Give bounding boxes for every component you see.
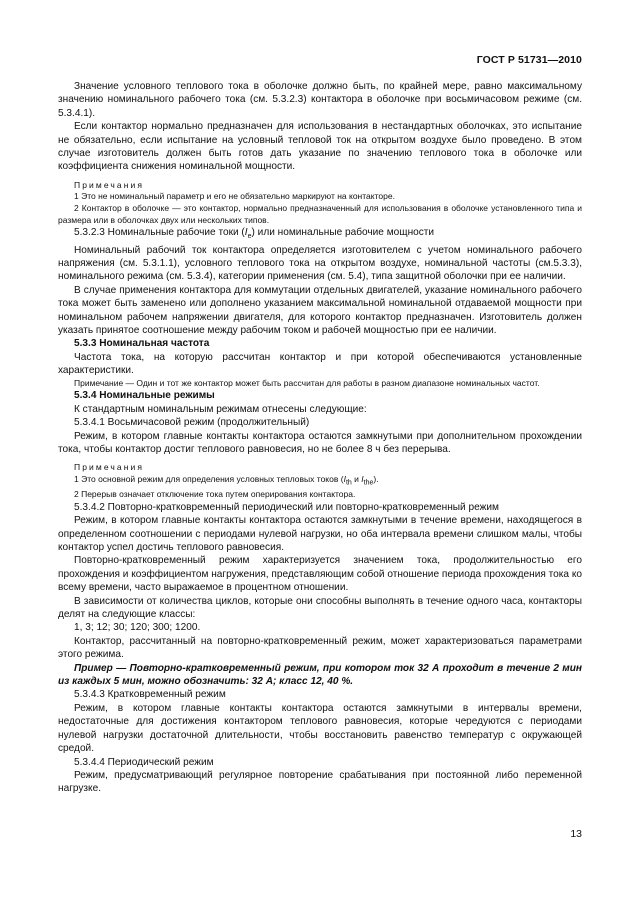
paragraph: Повторно-кратковременный режим характеризуется значением тока, продолжительностью его прохождения и коэффициентом нагружения, представляющим собой отношение периода прохождения тока ко всему времени, часто выражаемое в процентном отношении.	[58, 555, 582, 594]
paragraph: Режим, предусматривающий регулярное повторение срабатывания при постоянной либо переменной нагрузке.	[58, 769, 582, 795]
notes-title: Примечания	[74, 179, 145, 190]
paragraph: В зависимости от количества циклов, которые они способны выполнять в течение одного часа, контакторы делят на следующие классы:	[58, 595, 582, 621]
subscript: e	[247, 233, 252, 241]
subscript: th	[345, 479, 352, 487]
example-text: Пример — Повторно-кратковременный режим, при котором ток 32 А проходит в течение 2 мин из каждых 5 мин, можно обозначить: 32 А; класс 12, 40 %.	[58, 662, 582, 688]
paragraph: Номинальный рабочий ток контактора определяется изготовителем с учетом номинального рабочего напряжения (см. 5.3.1.1), условного теплового тока на открытом воздухе, номинальной частоты (см.5.3.3), номинального режима (см. 5.3.4), категории применения (см. 5.4), типа защитной оболочки при ее наличии.	[58, 244, 582, 283]
note-text: и	[351, 473, 362, 484]
paragraph: Частота тока, на которую рассчитан контактор и при которой обеспечиваются установленные характеристики.	[58, 351, 582, 377]
section-heading-5-3-4: 5.3.4 Номинальные режимы	[74, 390, 215, 402]
heading-text: 5.3.2.3 Номинальные рабочие токи (	[74, 227, 245, 239]
subsection-heading-5-3-4-1: 5.3.4.1 Восьмичасовой режим (продолжительный)	[74, 417, 310, 429]
subsection-heading-5-3-4-2: 5.3.4.2 Повторно-кратковременный периодический или повторно-кратковременный режим	[74, 501, 499, 513]
note-item: Примечание — Один и тот же контактор может быть рассчитан для работы в разном диапазоне номинальных частот.	[74, 377, 540, 388]
standard-header: ГОСТ Р 51731—2010	[476, 54, 582, 66]
note-item: 2 Перерыв означает отключение тока путем оперирования контактора.	[74, 489, 356, 500]
note-text: ).	[373, 473, 379, 484]
note-text: 1 Это основной режим для определения условных тепловых токов (	[74, 473, 344, 484]
symbol: I	[361, 473, 364, 484]
note-item: 2 Контактор в оболочке — это контактор, нормально предназначенный для использования в оболочке установленного типа и размера или в оболочках двух или нескольких типов.	[58, 203, 582, 225]
paragraph: Значение условного теплового тока в оболочке должно быть, по крайней мере, равно максимальному значению номинального рабочего тока (см. 5.3.2.3) контактора в оболочке при восьмичасовом режиме (см. 5.3.4.1).	[58, 81, 582, 119]
notes-title: Примечания	[74, 462, 145, 473]
section-heading-5-3-2-3	[58, 226, 582, 243]
paragraph: Режим, в котором главные контакты контактора остаются замкнутыми в интервалы времени, недостаточные для достижения контактором теплового равновесия, которые чередуются с периодами нулевой нагрузки достаточной длительности, чтобы восстановить равенство температур с окружающей средой.	[58, 702, 582, 755]
subscript: the	[363, 479, 374, 487]
subsection-heading-5-3-4-4: 5.3.4.4 Периодический режим	[74, 756, 214, 768]
paragraph: Если контактор нормально предназначен для использования в нестандартных оболочках, это испытание не обязательно, если испытание на условный тепловой ток на открытом воздухе было проведено. В этом случае изготовитель должен быть готов дать указание по значению теплового тока в оболочке или коэффициента снижения номинальной мощности.	[58, 121, 582, 173]
classes-list: 1, 3; 12; 30; 120; 300; 1200.	[74, 622, 201, 634]
paragraph: К стандартным номинальным режимам отнесены следующие:	[74, 403, 367, 415]
symbol: I	[343, 473, 346, 484]
paragraph: Режим, в котором главные контакты контактора остаются замкнутыми при дополнительном прохождении тока, чтобы контактор достиг теплового равновесия, но не более 8 ч без перерыва.	[58, 430, 582, 455]
paragraph: Режим, в котором главные контакты контактора остаются замкнутыми в течение времени, находящегося в определенном соотношении с периодами нулевой нагрузки, но оба интервала времени слишком малы, чтобы контактор успел достичь теплового равновесия.	[58, 515, 582, 554]
note-item	[58, 474, 582, 489]
subsection-heading-5-3-4-3: 5.3.4.3 Кратковременный режим	[74, 689, 226, 701]
page-number: 13	[570, 828, 582, 840]
page-body	[58, 80, 582, 796]
heading-text: ) или номинальные рабочие мощности	[251, 227, 435, 239]
paragraph: Контактор, рассчитанный на повторно-кратковременный режим, может характеризоваться параметрами этого режима.	[58, 635, 582, 661]
section-heading-5-3-3: 5.3.3 Номинальная частота	[74, 338, 210, 350]
symbol: I	[244, 227, 248, 239]
note-item: 1 Это не номинальный параметр и его не обязательно маркируют на контакторе.	[74, 191, 395, 202]
paragraph: В случае применения контактора для коммутации отдельных двигателей, указание номинального рабочего тока может быть заменено или дополнено указанием максимальной номинальной отдаваемой мощности при номинальном рабочем напряжении двигателя, для которого контактор предназначен. Изготовитель должен указать принятое соотношение между рабочим током и рабочей мощностью при ее наличии.	[58, 284, 582, 337]
